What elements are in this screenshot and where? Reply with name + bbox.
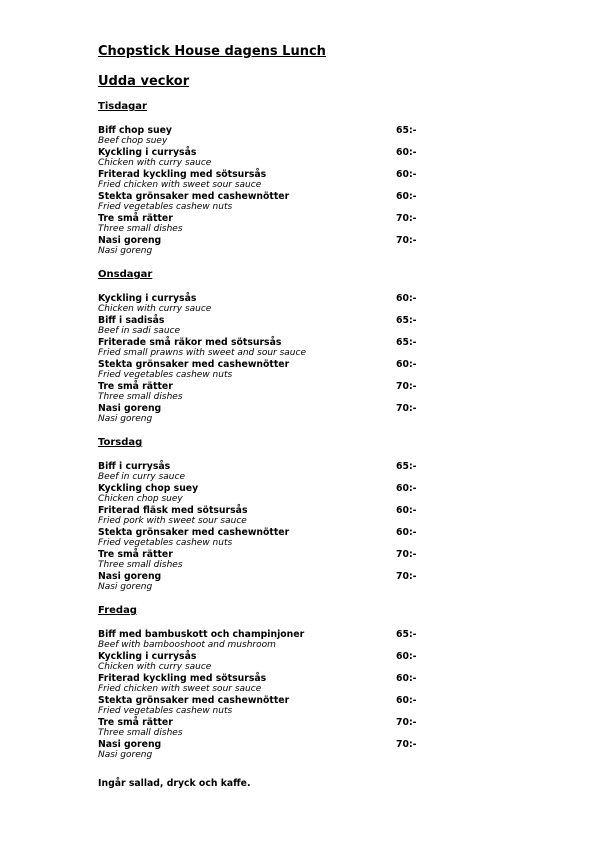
menu-item-description: Fried pork with sweet sour sauce [98,516,247,526]
menu-item-description: Three small dishes [98,224,183,234]
menu-item-price: 65:- [396,461,417,472]
menu-item [98,651,428,673]
menu-item-price: 60:- [396,673,417,684]
menu-item-price: 70:- [396,549,417,560]
day-items [98,293,428,425]
day-sections [98,101,428,761]
menu-item-price: 65:- [396,629,417,640]
day-heading: Torsdag [98,437,143,448]
page-subtitle: Udda veckor [98,74,190,89]
menu-item-name: Tre små rätter [98,717,173,728]
menu-item-name: Nasi goreng [98,235,162,246]
menu-item-price: 60:- [396,483,417,494]
menu-item-price: 70:- [396,571,417,582]
menu-item [98,191,428,213]
day-items [98,461,428,593]
menu-item-name: Friterad kyckling med sötsursås [98,673,267,684]
menu-item-description: Three small dishes [98,728,183,738]
day-items [98,125,428,257]
menu-item-name: Nasi goreng [98,403,162,414]
menu-item-name: Stekta grönsaker med cashewnötter [98,527,290,538]
menu-item-price: 65:- [396,315,417,326]
menu-item-name: Tre små rätter [98,549,173,560]
menu-item-description: Beef chop suey [98,136,168,146]
day-section [98,437,428,593]
menu-item [98,315,428,337]
footer-note: Ingår sallad, dryck och kaffe. [98,778,251,789]
menu-item [98,629,428,651]
menu-item-description: Fried chicken with sweet sour sauce [98,684,262,694]
menu-item-name: Biff i sadisås [98,315,165,326]
menu-item-description: Chicken with curry sauce [98,304,212,314]
menu-item-price: 60:- [396,293,417,304]
menu-item-name: Friterad fläsk med sötsursås [98,505,248,516]
menu-item-price: 60:- [396,527,417,538]
menu-item [98,717,428,739]
menu-item [98,125,428,147]
menu-item-price: 70:- [396,717,417,728]
menu-item-name: Tre små rätter [98,381,173,392]
menu-item-name: Nasi goreng [98,739,162,750]
menu-item-price: 60:- [396,191,417,202]
menu-item-price: 60:- [396,359,417,370]
menu-item-name: Biff med bambuskott och champinjoner [98,629,305,640]
menu-item-price: 70:- [396,381,417,392]
menu-item [98,549,428,571]
menu-item-price: 60:- [396,651,417,662]
menu-item-description: Fried vegetables cashew nuts [98,538,233,548]
menu-item [98,381,428,403]
menu-item-description: Fried small prawns with sweet and sour sauce [98,348,306,358]
menu-item-name: Stekta grönsaker med cashewnötter [98,191,290,202]
menu-item-description: Three small dishes [98,392,183,402]
menu-item-name: Kyckling i currysås [98,147,197,158]
menu-item-price: 60:- [396,505,417,516]
menu-item-name: Stekta grönsaker med cashewnötter [98,359,290,370]
menu-item-description: Fried vegetables cashew nuts [98,202,233,212]
menu-item-description: Nasi goreng [98,414,153,424]
menu-item [98,673,428,695]
menu-item-description: Chicken with curry sauce [98,158,212,168]
day-section [98,101,428,257]
menu-item-price: 60:- [396,169,417,180]
menu-item-description: Chicken with curry sauce [98,662,212,672]
menu-item-name: Friterade små räkor med sötsursås [98,337,282,348]
menu-page [98,44,428,789]
menu-item-name: Tre små rätter [98,213,173,224]
page-title: Chopstick House dagens Lunch [98,44,326,59]
day-section [98,605,428,761]
menu-item-description: Nasi goreng [98,246,153,256]
menu-item [98,293,428,315]
menu-item-name: Biff i currysås [98,461,171,472]
menu-item [98,461,428,483]
day-heading: Tisdagar [98,101,147,112]
menu-item-price: 60:- [396,147,417,158]
menu-item [98,695,428,717]
day-heading: Fredag [98,605,137,616]
menu-item-name: Kyckling i currysås [98,293,197,304]
menu-item-description: Fried vegetables cashew nuts [98,370,233,380]
menu-item-description: Beef in sadi sauce [98,326,181,336]
menu-item [98,213,428,235]
menu-item [98,337,428,359]
menu-item-price: 65:- [396,125,417,136]
menu-item-description: Nasi goreng [98,582,153,592]
menu-item-description: Chicken chop suey [98,494,183,504]
menu-item-name: Biff chop suey [98,125,172,136]
menu-item-description: Fried chicken with sweet sour sauce [98,180,262,190]
menu-item-price: 70:- [396,739,417,750]
day-items [98,629,428,761]
menu-item [98,739,428,761]
menu-item-description: Beef in curry sauce [98,472,185,482]
menu-item-price: 65:- [396,337,417,348]
menu-item-name: Nasi goreng [98,571,162,582]
menu-item-name: Kyckling chop suey [98,483,199,494]
menu-item-price: 70:- [396,213,417,224]
menu-item-name: Stekta grönsaker med cashewnötter [98,695,290,706]
menu-item-price: 70:- [396,403,417,414]
day-heading: Onsdagar [98,269,153,280]
menu-item [98,235,428,257]
menu-item [98,527,428,549]
menu-item [98,359,428,381]
menu-item [98,571,428,593]
menu-item-price: 60:- [396,695,417,706]
menu-item [98,147,428,169]
menu-item-description: Beef with bambooshoot and mushroom [98,640,276,650]
menu-item-description: Fried vegetables cashew nuts [98,706,233,716]
menu-item [98,403,428,425]
menu-item-name: Kyckling i currysås [98,651,197,662]
menu-item-price: 70:- [396,235,417,246]
menu-item-description: Nasi goreng [98,750,153,760]
menu-item [98,483,428,505]
menu-item [98,505,428,527]
menu-item [98,169,428,191]
menu-item-description: Three small dishes [98,560,183,570]
menu-item-name: Friterad kyckling med sötsursås [98,169,267,180]
day-section [98,269,428,425]
